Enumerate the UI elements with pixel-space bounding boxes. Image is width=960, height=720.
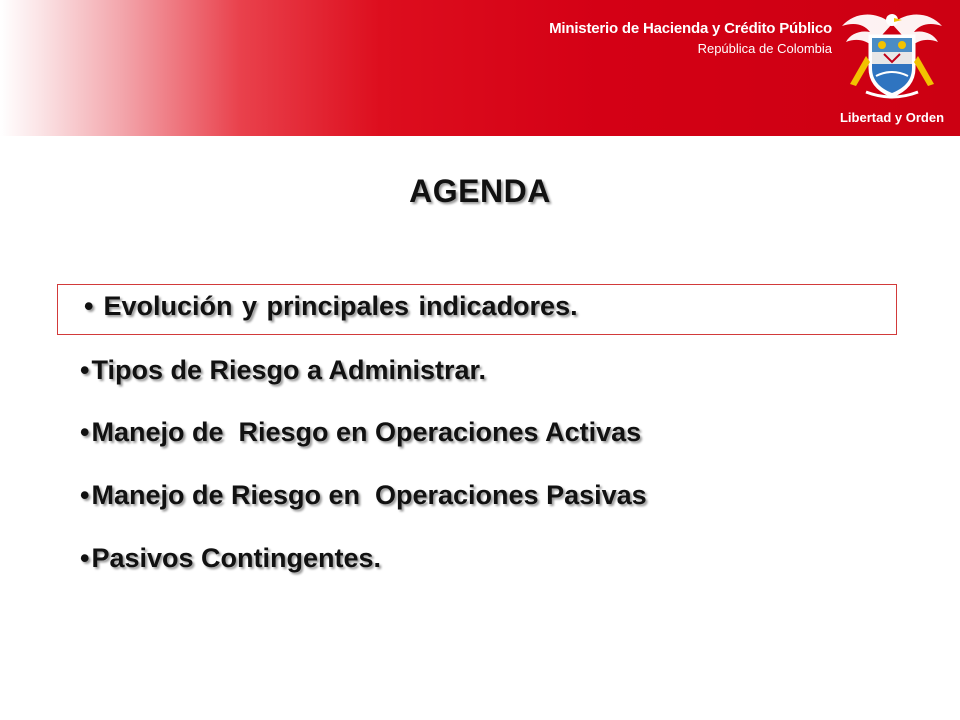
bullet-icon: • xyxy=(80,543,90,573)
agenda-item-text: Pasivos Contingentes. xyxy=(91,543,382,573)
ministry-heading xyxy=(549,19,832,58)
agenda-item xyxy=(80,355,486,386)
agenda-item xyxy=(80,480,647,511)
agenda-item-text: Evolución y principales indicadores. xyxy=(103,291,578,321)
agenda-item-text: Manejo de Riesgo en Operaciones Activas xyxy=(91,417,642,447)
agenda-item xyxy=(80,417,641,448)
motto-text: Libertad y Orden xyxy=(839,110,945,125)
agenda-item-text: Manejo de Riesgo en Operaciones Pasivas xyxy=(91,480,647,510)
ministry-name: Ministerio de Hacienda y Crédito Público xyxy=(549,20,832,37)
agenda-item-text: Tipos de Riesgo a Administrar. xyxy=(91,355,487,385)
bullet-icon: • xyxy=(80,417,90,447)
slide-title: AGENDA xyxy=(409,173,551,209)
bullet-icon: • xyxy=(80,480,90,510)
agenda-item xyxy=(84,291,578,322)
country-name: República de Colombia xyxy=(697,41,832,56)
bullet-icon: • xyxy=(80,355,90,385)
agenda-item xyxy=(80,543,381,574)
bullet-icon: • xyxy=(84,291,94,321)
coat-of-arms-icon xyxy=(836,6,948,130)
